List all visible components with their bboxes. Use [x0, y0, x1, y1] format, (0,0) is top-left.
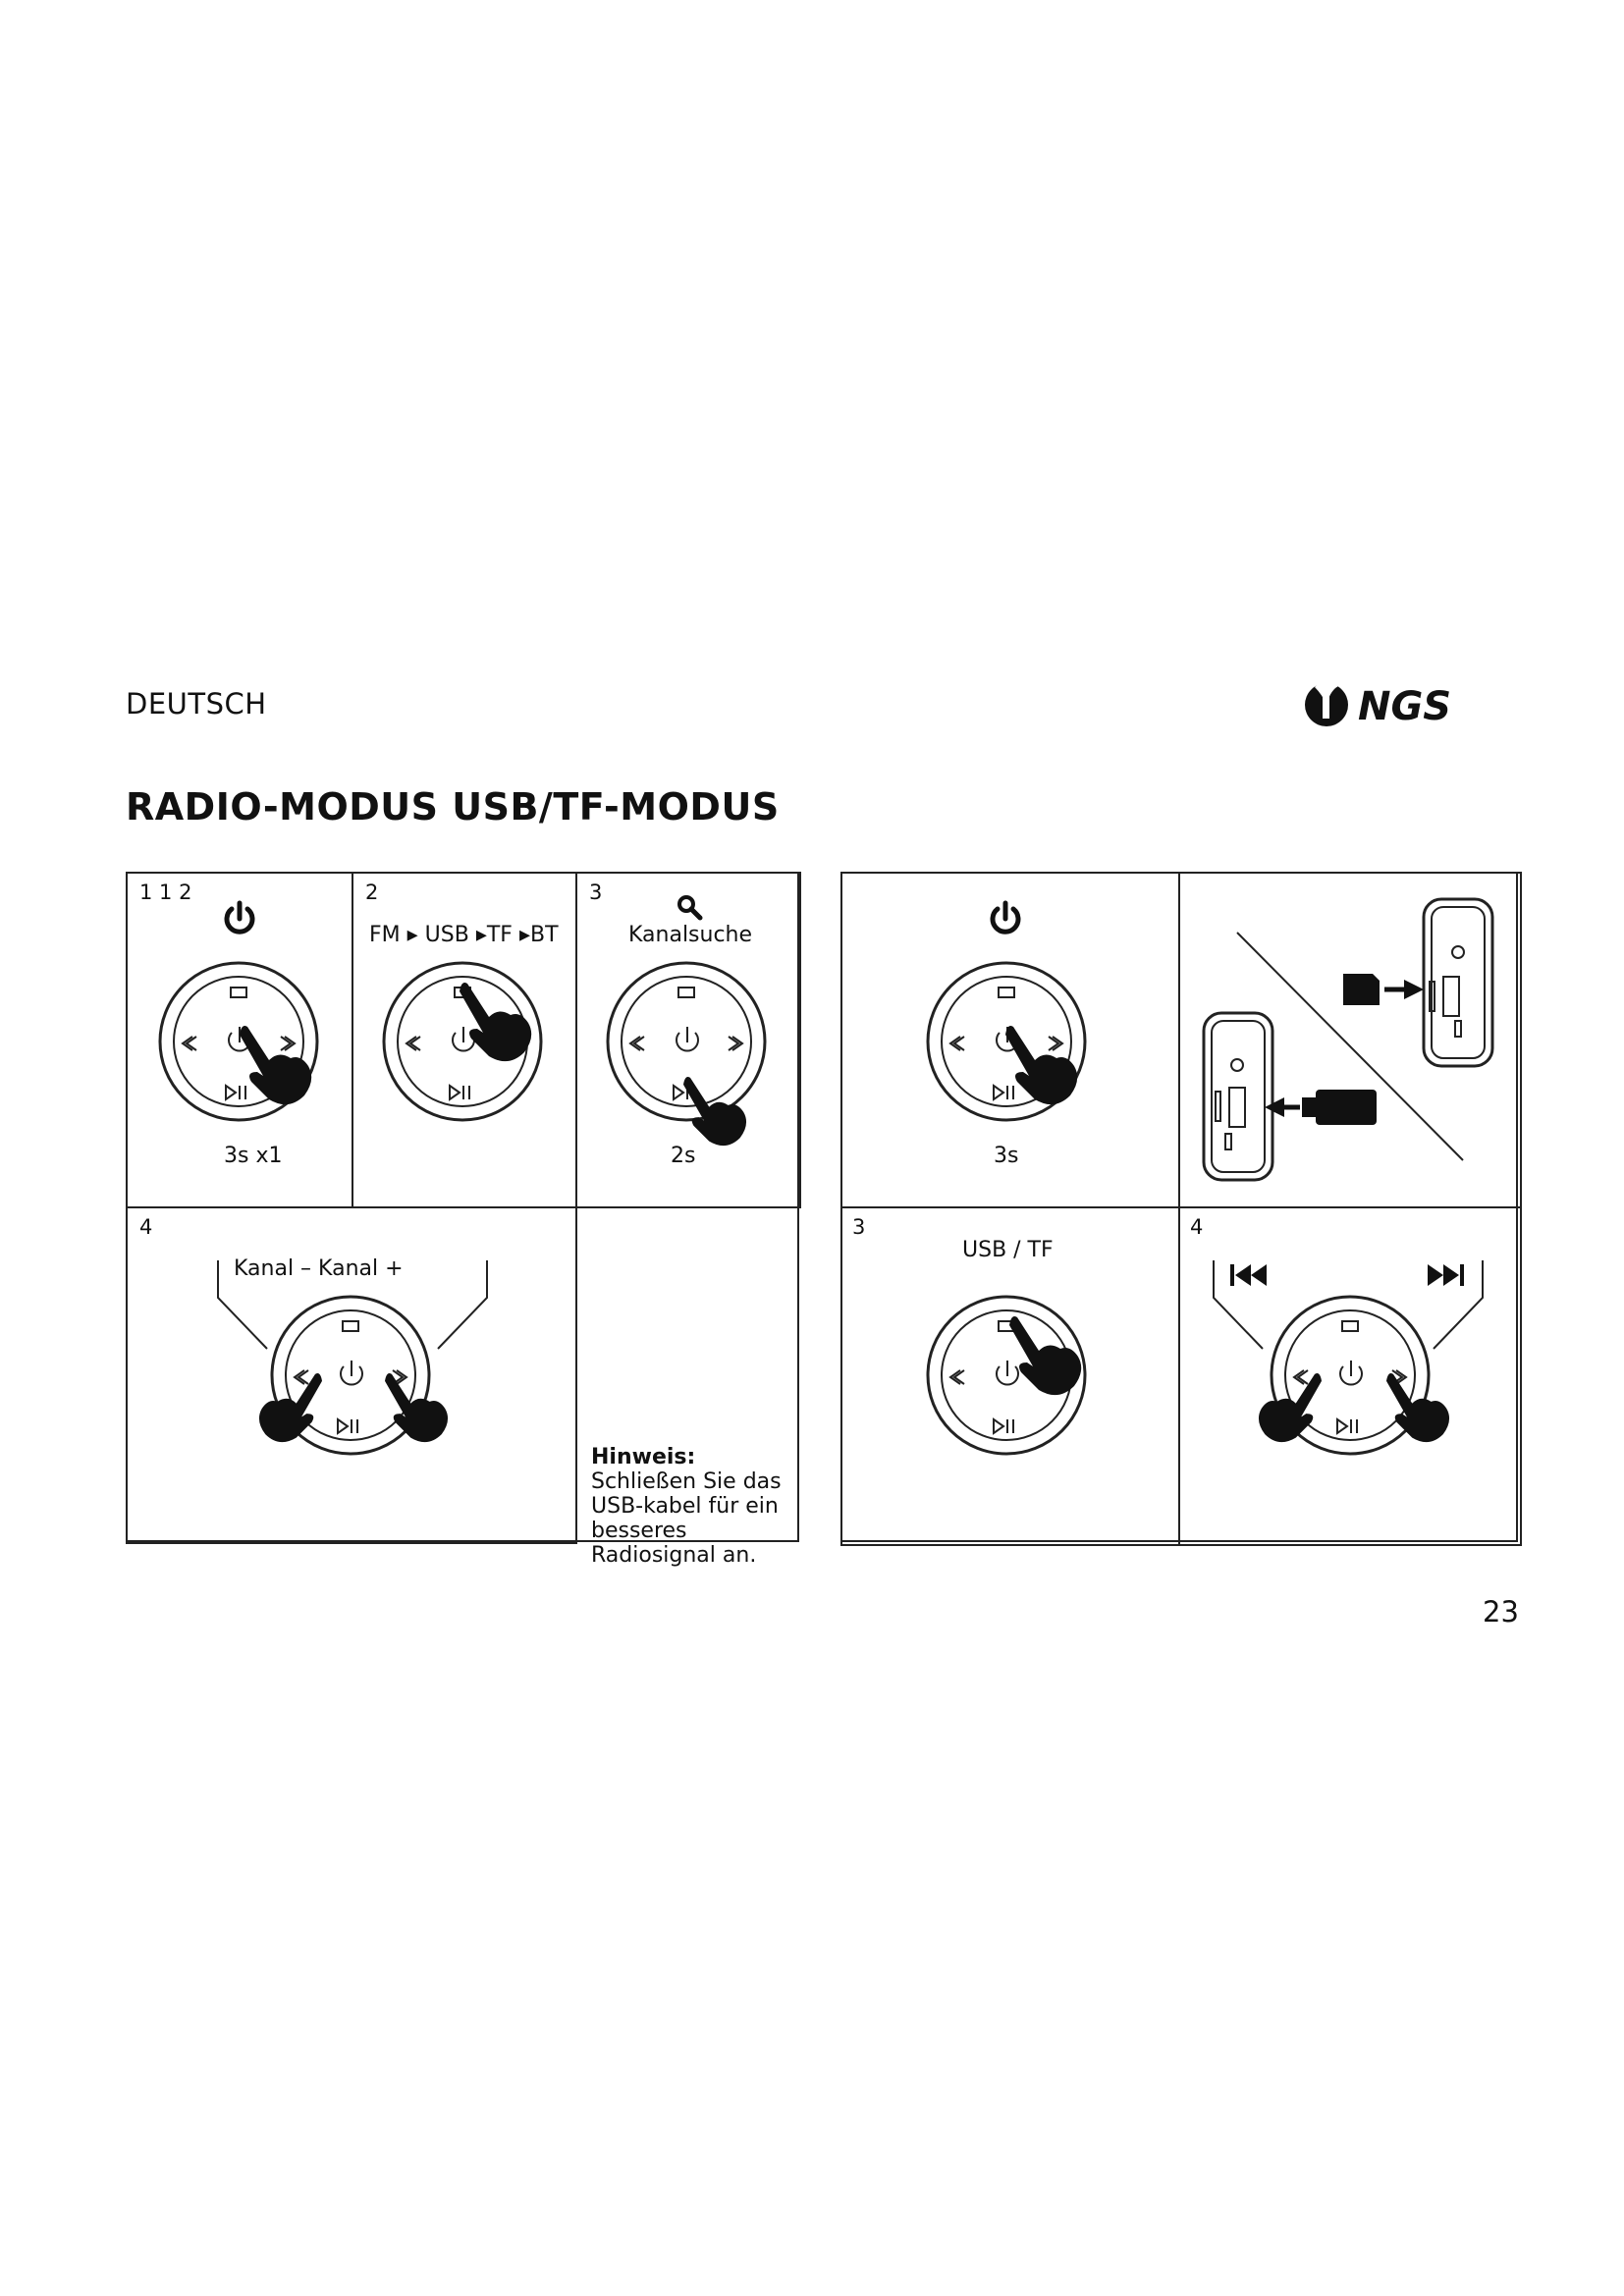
- radio-step3-duration: 2s: [671, 1144, 696, 1168]
- usb-tf-insert-illustration: [1178, 883, 1518, 1207]
- radio-step2-sequence: FM ▸ USB ▸TF ▸BT: [369, 923, 559, 947]
- ngs-drop-icon: [1305, 679, 1348, 726]
- radio-step2-number: 2: [365, 881, 379, 904]
- hand-pointer-icon: [683, 1072, 752, 1150]
- hand-pointer-icon: [1386, 1368, 1455, 1447]
- usb-step4-number: 4: [1190, 1215, 1204, 1239]
- hand-pointer-icon: [460, 978, 538, 1066]
- usb-step3-number: 3: [852, 1215, 866, 1239]
- radio-step4-number: 4: [139, 1215, 153, 1239]
- page-number: 23: [1483, 1595, 1519, 1629]
- hand-pointer-icon: [253, 1368, 322, 1447]
- hand-pointer-icon: [240, 1021, 318, 1109]
- radio-step3-label: Kanalsuche: [628, 923, 753, 947]
- hint-text: Schließen Sie das USB-kabel für ein besseres Radiosignal an.: [591, 1469, 782, 1568]
- svg-text:NGS: NGS: [1358, 684, 1452, 729]
- hand-pointer-icon: [1253, 1368, 1322, 1447]
- hand-pointer-icon: [385, 1368, 454, 1447]
- callout-lines: [196, 1258, 511, 1376]
- usb-step3-label: USB / TF: [962, 1238, 1054, 1262]
- language-label: DEUTSCH: [126, 687, 267, 721]
- radio-hint: [591, 1445, 797, 1568]
- radio-step1-duration: 3s x1: [224, 1144, 283, 1168]
- hand-pointer-icon: [1009, 1311, 1088, 1400]
- next-track-icon: [1426, 1262, 1465, 1288]
- ngs-logo: [1301, 675, 1507, 730]
- search-icon: [676, 893, 705, 923]
- power-icon: [222, 900, 257, 937]
- radio-step4-label: Kanal – Kanal +: [234, 1256, 404, 1281]
- hint-label: Hinweis:: [591, 1445, 696, 1469]
- page-title: RADIO-MODUS USB/TF-MODUS: [126, 785, 780, 828]
- hand-pointer-icon: [1005, 1021, 1084, 1109]
- usb-step1-duration: 3s: [994, 1144, 1019, 1168]
- radio-step1-number: 1 1 2: [139, 881, 192, 904]
- previous-track-icon: [1229, 1262, 1269, 1288]
- radio-step3-number: 3: [589, 881, 603, 904]
- power-icon: [988, 900, 1023, 937]
